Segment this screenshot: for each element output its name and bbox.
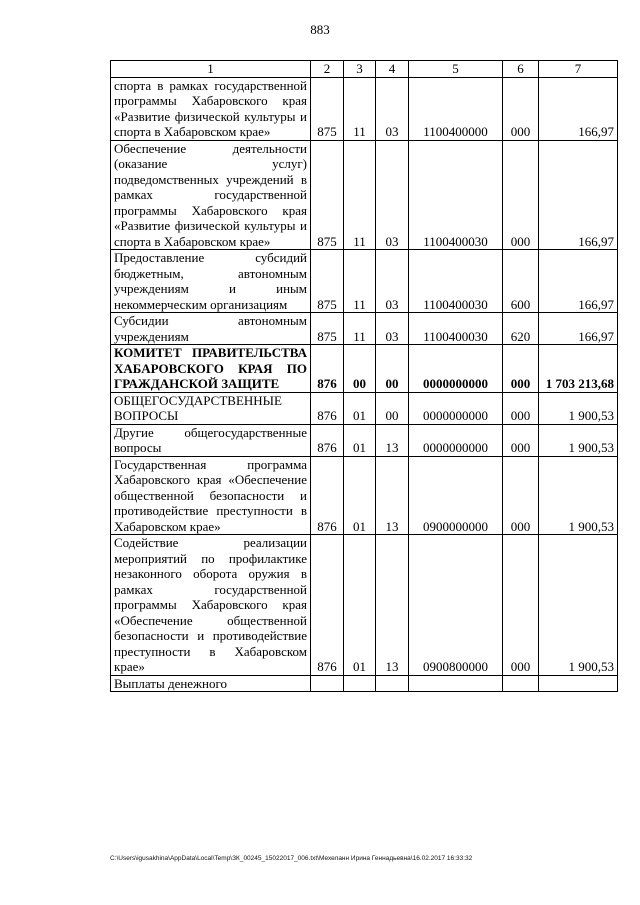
row-name: ОБЩЕГОСУДАРСТВЕННЫЕ ВОПРОСЫ — [111, 392, 311, 424]
row-expense-type: 000 — [503, 345, 539, 393]
row-section — [344, 675, 376, 692]
row-section: 11 — [344, 250, 376, 313]
header-col-2: 2 — [311, 61, 344, 78]
row-admin-code: 876 — [311, 424, 344, 456]
row-amount — [539, 675, 618, 692]
row-subsection: 13 — [376, 535, 409, 676]
row-name: Предоставление субсидий бюджетным, автономным учреждениям и иным некоммерческим организациям — [111, 250, 311, 313]
row-admin-code: 876 — [311, 535, 344, 676]
row-expense-type: 000 — [503, 424, 539, 456]
budget-table — [110, 60, 618, 692]
table-row — [111, 140, 618, 250]
table-row — [111, 392, 618, 424]
row-expense-type: 000 — [503, 456, 539, 535]
row-name: спорта в рамках государственной программы Хабаровского края «Развитие физической культуры и спорта в Хабаровском крае» — [111, 77, 311, 140]
row-admin-code: 876 — [311, 456, 344, 535]
row-amount: 166,97 — [539, 250, 618, 313]
row-subsection: 13 — [376, 456, 409, 535]
row-admin-code: 875 — [311, 250, 344, 313]
row-admin-code: 875 — [311, 313, 344, 345]
row-name: Выплаты денежного — [111, 675, 311, 692]
header-col-5: 5 — [409, 61, 503, 78]
row-admin-code: 876 — [311, 345, 344, 393]
row-name: Обеспечение деятельности (оказание услуг) подведомственных учреждений в рамках государственной программы Хабаровского края «Развитие физической культуры и спорта в Хабаровском крае» — [111, 140, 311, 250]
row-section: 11 — [344, 140, 376, 250]
row-name: Государственная программа Хабаровского края «Обеспечение общественной безопасности и противодействие преступности в Хабаровском крае» — [111, 456, 311, 535]
row-target-article: 1100400030 — [409, 140, 503, 250]
row-section: 01 — [344, 456, 376, 535]
row-section: 11 — [344, 313, 376, 345]
row-amount: 1 900,53 — [539, 535, 618, 676]
page-number: 883 — [310, 22, 330, 37]
header-col-3: 3 — [344, 61, 376, 78]
row-subsection: 00 — [376, 392, 409, 424]
row-name: КОМИТЕТ ПРАВИТЕЛЬСТВА ХАБАРОВСКОГО КРАЯ ПО ГРАЖДАНСКОЙ ЗАЩИТЕ — [111, 345, 311, 393]
row-amount: 166,97 — [539, 77, 618, 140]
table-row — [111, 77, 618, 140]
header-col-7: 7 — [539, 61, 618, 78]
row-amount: 166,97 — [539, 140, 618, 250]
row-amount: 166,97 — [539, 313, 618, 345]
row-target-article: 0900000000 — [409, 456, 503, 535]
row-subsection: 13 — [376, 424, 409, 456]
row-subsection: 03 — [376, 77, 409, 140]
row-amount: 1 900,53 — [539, 424, 618, 456]
row-section: 01 — [344, 424, 376, 456]
table-row — [111, 424, 618, 456]
row-admin-code — [311, 675, 344, 692]
table-row — [111, 456, 618, 535]
row-expense-type: 000 — [503, 535, 539, 676]
row-subsection: 03 — [376, 140, 409, 250]
row-section: 11 — [344, 77, 376, 140]
file-path-footer: C:\Users\igusakhina\AppData\Local\Temp\ЗК_00245_15022017_006.txt\Мехеланн Ирина Геннадьевна\16.02.2017 16:33:32 — [110, 855, 473, 862]
row-section: 00 — [344, 345, 376, 393]
row-target-article: 0000000000 — [409, 424, 503, 456]
row-expense-type: 000 — [503, 140, 539, 250]
row-name: Субсидии автономным учреждениям — [111, 313, 311, 345]
row-target-article: 1100400000 — [409, 77, 503, 140]
row-admin-code: 876 — [311, 392, 344, 424]
table-row — [111, 250, 618, 313]
row-expense-type: 600 — [503, 250, 539, 313]
row-subsection: 00 — [376, 345, 409, 393]
row-expense-type: 620 — [503, 313, 539, 345]
table-row — [111, 675, 618, 692]
row-amount: 1 900,53 — [539, 456, 618, 535]
row-name: Содействие реализации мероприятий по профилактике незаконного оборота оружия в рамках государственной программы Хабаровского края «Обеспечение общественной безопасности и противодействие преступности в Хабаровском крае» — [111, 535, 311, 676]
row-target-article: 1100400030 — [409, 250, 503, 313]
row-amount: 1 703 213,68 — [539, 345, 618, 393]
row-name: Другие общегосударственные вопросы — [111, 424, 311, 456]
row-expense-type — [503, 675, 539, 692]
row-section: 01 — [344, 392, 376, 424]
table-row-committee — [111, 345, 618, 393]
header-col-6: 6 — [503, 61, 539, 78]
header-row — [111, 61, 618, 78]
row-target-article — [409, 675, 503, 692]
row-subsection: 03 — [376, 250, 409, 313]
row-amount: 1 900,53 — [539, 392, 618, 424]
row-section: 01 — [344, 535, 376, 676]
row-admin-code: 875 — [311, 77, 344, 140]
row-target-article: 0000000000 — [409, 345, 503, 393]
row-subsection — [376, 675, 409, 692]
row-target-article: 0000000000 — [409, 392, 503, 424]
row-expense-type: 000 — [503, 392, 539, 424]
row-admin-code: 875 — [311, 140, 344, 250]
row-target-article: 1100400030 — [409, 313, 503, 345]
table-row — [111, 313, 618, 345]
row-subsection: 03 — [376, 313, 409, 345]
table-row — [111, 535, 618, 676]
row-expense-type: 000 — [503, 77, 539, 140]
header-col-4: 4 — [376, 61, 409, 78]
header-col-1: 1 — [111, 61, 311, 78]
row-target-article: 0900800000 — [409, 535, 503, 676]
